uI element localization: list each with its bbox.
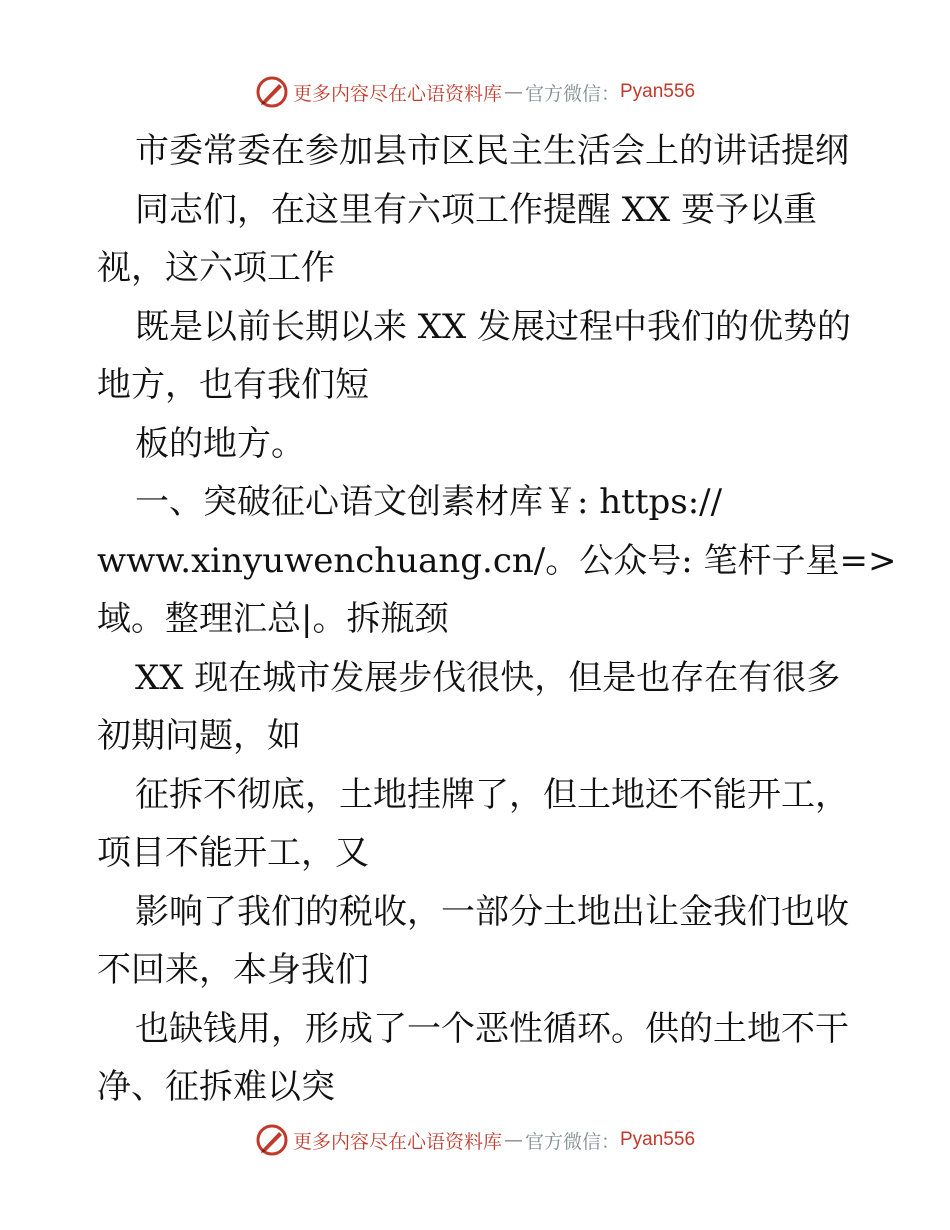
document-title: 市委常委在参加县市区民主生活会上的讲话提纲 — [135, 131, 849, 171]
paragraph-line: 影响了我们的税收，一部分土地出让金我们也收 — [135, 891, 849, 932]
paragraph-line: XX 现在城市发展步伐很快，但是也存在有很多 — [135, 657, 841, 698]
watermark-separator: — — [503, 81, 523, 103]
section-heading-line: 一、突破征心语文创素材库￥: https:// — [135, 482, 723, 522]
paragraph-line: 域。整理汇总|。拆瓶颈 — [97, 599, 449, 639]
paragraph-line: 征拆不彻底，土地挂牌了，但土地还不能开工， — [135, 774, 849, 815]
paragraph-line: 地方，也有我们短 — [97, 365, 369, 405]
paragraph-line: 不回来，本身我们 — [97, 950, 369, 990]
paragraph-line: www.xinyuwenchuang.cn/。公众号: 笔杆子星=> — [97, 540, 897, 581]
paragraph-line: 板的地方。 — [135, 423, 305, 464]
watermark-separator: — — [503, 1129, 523, 1151]
paragraph-line: 视，这六项工作 — [97, 248, 335, 288]
header-watermark — [0, 72, 950, 112]
watermark-text: 更多内容尽在心语资料库 — [292, 82, 502, 105]
quill-pen-logo-icon — [255, 1123, 289, 1157]
paragraph-line: 既是以前长期以来 XX 发展过程中我们的优势的 — [135, 306, 852, 347]
paragraph-line: 净、征拆难以突 — [97, 1067, 335, 1107]
paragraph-line: 同志们，在这里有六项工作提醒 XX 要予以重 — [135, 189, 818, 230]
quill-pen-logo-icon — [255, 75, 289, 109]
watermark-wechat-label: 官方微信： — [524, 1130, 620, 1153]
paragraph-line: 初期问题，如 — [97, 716, 301, 756]
paragraph-line: 也缺钱用，形成了一个恶性循环。供的土地不干 — [135, 1008, 849, 1049]
paragraph-line: 项目不能开工，又 — [97, 833, 369, 873]
watermark-wechat-id: Pyan556 — [620, 81, 696, 102]
footer-watermark — [0, 1120, 950, 1160]
watermark-text: 更多内容尽在心语资料库 — [292, 1130, 502, 1153]
watermark-wechat-id: Pyan556 — [620, 1129, 696, 1150]
watermark-wechat-label: 官方微信： — [524, 82, 620, 105]
document-body — [97, 122, 897, 1117]
